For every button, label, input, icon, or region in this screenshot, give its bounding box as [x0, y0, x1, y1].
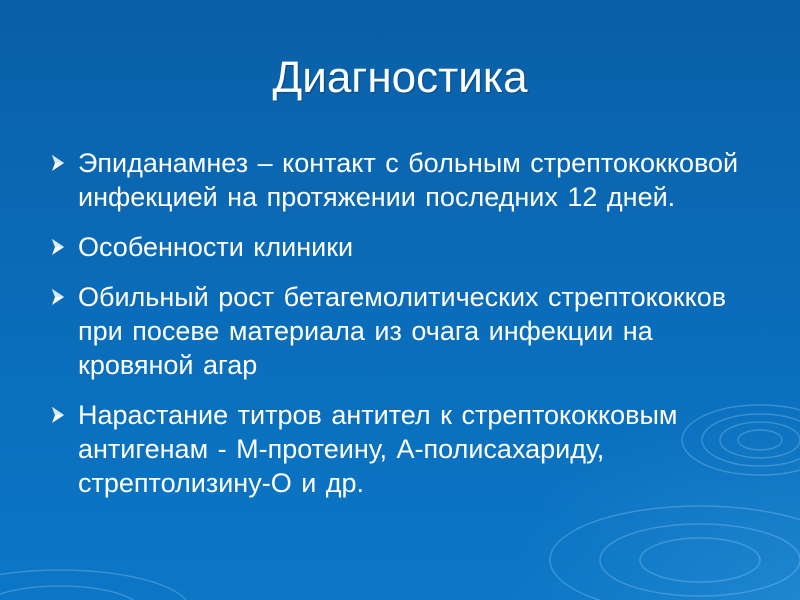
bullet-text: Эпиданамнез – контакт с больным стрептококковой инфекцией на протяжении последних 12 дней. [78, 148, 739, 212]
bullet-text: Нарастание титров антител к стрептококковым антигенам - М-протеину, А-полисахариду, стрептолизину-О и др. [78, 400, 678, 498]
bullet-item [48, 280, 748, 382]
arrowhead-bullet-icon [50, 238, 66, 256]
arrowhead-bullet-icon [50, 288, 66, 306]
bullet-list [48, 146, 748, 516]
bullet-item [48, 230, 748, 264]
arrowhead-bullet-icon [50, 154, 66, 172]
arrowhead-bullet-icon [50, 406, 66, 424]
bullet-item [48, 398, 748, 500]
bullet-text: Обильный рост бетагемолитических стрептококков при посеве материала из очага инфекции на кровяной агар [78, 282, 727, 380]
bullet-item [48, 146, 748, 214]
slide-title: Диагностика [272, 53, 528, 102]
bullet-text: Особенности клиники [78, 232, 354, 262]
